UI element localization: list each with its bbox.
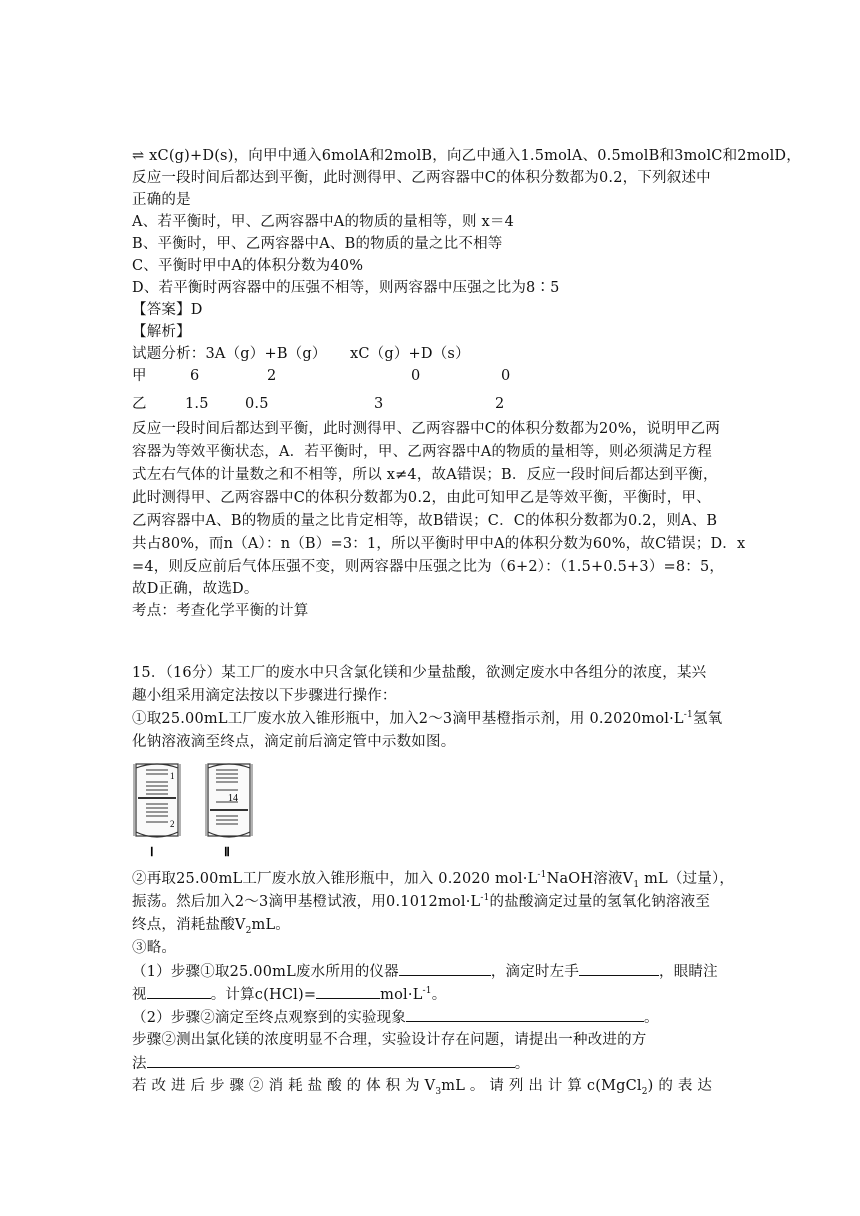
sub-question-2: （2）步骤②滴定至终点观察到的实验现象 。: [132, 1006, 659, 1029]
tube2-mark: 14: [228, 793, 238, 804]
q15-line-7: 终点，消耗盐酸$V_2mL$。: [132, 917, 290, 936]
q15-step-1: ①取25.00mL工厂废水放入锥形瓶中，加入2～3滴甲基橙指示剂，用 $0.2020mol\cdot L^{-1}$氢氧: [132, 710, 723, 727]
q14-equation: [132, 343, 327, 365]
sub-question-1-cont: 视 。计算$c(HCl)= mol\cdot L^{-1}$。: [132, 983, 446, 1006]
row-jia-label: 甲: [132, 368, 147, 384]
sub-question-2-expression: 若 改 进 后 步 骤 ② 消 耗 盐 酸 的 体 积 为 $V_3mL$ 。 请 列 出 计 算 c(MgCl$_2$) 的 表 达: [132, 1078, 713, 1097]
row-yi-d: 2: [495, 396, 505, 412]
kaodian: 考点：考查化学平衡的计算: [132, 603, 309, 619]
q15-line-4: 化钠溶液滴至终点，滴定前后滴定管中示数如图。: [132, 734, 456, 750]
analysis-p1: 反应一段时间后都达到平衡，此时测得甲、乙两容器中C的体积分数都为20%，说明甲乙两: [132, 421, 721, 437]
row-jia-d: 0: [501, 368, 511, 384]
q14-line-1: ⇌ xC(g)+D(s)，向甲中通入6molA和2molB，向乙中通入1.5molA、0.5molB和3molC和2molD，: [132, 148, 801, 164]
q14-answer: 【答案】D: [132, 302, 203, 318]
q14-option-b: B、平衡时，甲、乙两容器中A、B的物质的量之比不相等: [132, 236, 503, 252]
analysis-p5: 乙两容器中A、B的物质的量之比肯定相等，故B错误；C．C的体积分数都为0.2，则A、B: [132, 513, 718, 529]
q15-line-1: 15．（16分）某工厂的废水中只含氯化镁和少量盐酸，欲测定废水中各组分的浓度，某兴: [132, 665, 707, 681]
row-yi-label: 乙: [132, 396, 147, 412]
tube1-top-mark: 1: [170, 771, 175, 781]
analysis-p2: 容器为等效平衡状态，A．若平衡时，甲、乙两容器中A的物质的量相等，则必须满足方程: [132, 444, 712, 460]
tube1-bottom-mark: 2: [170, 819, 175, 829]
equation-left: 试题分析：3A（g）+B（g）: [132, 346, 327, 362]
blank-eyes[interactable]: [147, 983, 211, 999]
sub-question-1: （1）步骤①取25.00mL废水所用的仪器 ，滴定时左手 ，眼睛注: [132, 960, 718, 983]
q14-analysis-heading: 【解析】: [132, 324, 191, 340]
burette-figure: [130, 758, 260, 858]
q14-option-d: D、若平衡时两容器中的压强不相等，则两容器中压强之比为8∶5: [132, 280, 560, 296]
q14-option-a: A、若平衡时，甲、乙两容器中A的物质的量相等，则 x＝4: [132, 214, 515, 230]
figure-label-2: Ⅱ: [224, 845, 230, 858]
analysis-p7: =4，则反应前后气体压强不变，则两容器中压强之比为（6+2）：（1.5+0.5+3）=8：5，: [132, 559, 725, 575]
q14-line-2: 反应一段时间后都达到平衡，此时测得甲、乙两容器中C的体积分数都为0.2，下列叙述中: [132, 170, 711, 186]
analysis-p8: 故D正确，故选D。: [132, 581, 259, 597]
burette-tube-2: [206, 764, 252, 837]
q15-line-6: 振荡。然后加入2～3滴甲基橙试液，用$0.1012mol\cdot L^{-1}$的盐酸滴定过量的氢氧化钠溶液至: [132, 893, 711, 910]
blank-improvement[interactable]: [147, 1052, 515, 1068]
q15-step-2: ②再取25.00mL工厂废水放入锥形瓶中，加入 0.2020 $mol\cdot L^{-1}NaOH$溶液$V_1$ mL（过量），: [132, 870, 735, 890]
q15-step-3: ③略。: [132, 940, 177, 956]
q14-line-3: 正确的是: [132, 192, 191, 208]
q14-option-c: C、平衡时甲中A的体积分数为40%: [132, 258, 364, 274]
blank-left-hand[interactable]: [579, 960, 659, 976]
burette-tube-1: [134, 764, 180, 837]
figure-label-1: Ⅰ: [150, 845, 154, 858]
analysis-p6: 共占80%，而n（A）：n（B）=3：1，所以平衡时甲中A的体积分数为60%，故C错误；D．x: [132, 536, 746, 552]
q15-line-2: 趣小组采用滴定法按以下步骤进行操作：: [132, 688, 397, 704]
analysis-p4: 此时测得甲、乙两容器中C的体积分数都为0.2，由此可知甲乙是等效平衡，平衡时，甲、: [132, 490, 711, 506]
row-jia-a: 6: [190, 368, 200, 384]
blank-phenomenon[interactable]: [406, 1006, 644, 1022]
blank-c-hcl[interactable]: [316, 983, 380, 999]
row-jia-c: 0: [411, 368, 421, 384]
row-jia-b: 2: [267, 368, 277, 384]
q14-equation-right: xC（g）+D（s）: [350, 346, 470, 362]
row-yi-b: 0.5: [245, 396, 269, 412]
row-yi-a: 1.5: [185, 396, 209, 412]
blank-instrument[interactable]: [399, 960, 491, 976]
sub-question-2-cont: 步骤②测出氯化镁的浓度明显不合理，实验设计存在问题，请提出一种改进的方: [132, 1032, 647, 1048]
row-yi-c: 3: [374, 396, 384, 412]
analysis-p3: 式左右气体的计量数之和不相等，所以 x≠4，故A错误；B．反应一段时间后都达到平衡，: [132, 467, 718, 483]
sub-question-2-method: 法 。: [132, 1052, 529, 1075]
